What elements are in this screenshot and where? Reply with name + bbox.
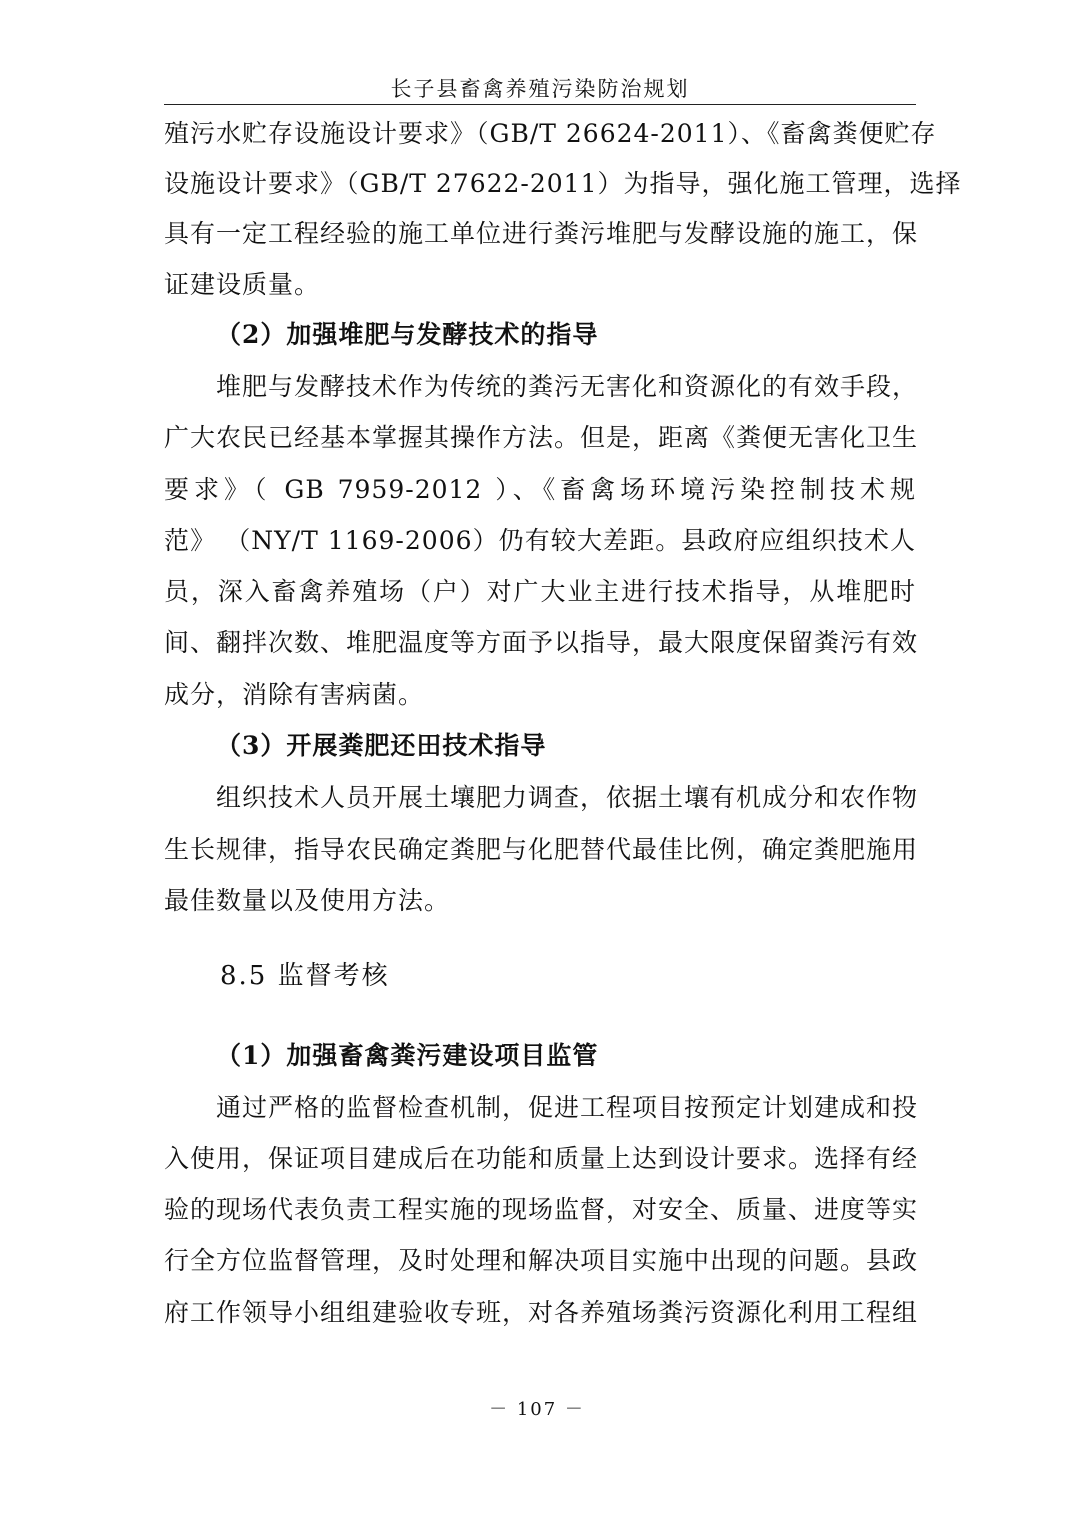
subheading-2: （2）加强堆肥与发酵技术的指导 bbox=[216, 320, 599, 349]
paragraph-4-line-5: 府工作领导小组组建验收专班，对各养殖场粪污资源化利用工程组 bbox=[164, 1298, 919, 1327]
paragraph-2-line-7: 成分，消除有害病菌。 bbox=[164, 680, 425, 709]
paragraph-2-line-5: 员，深入畜禽养殖场（户）对广大业主进行技术指导，从堆肥时 bbox=[164, 577, 916, 606]
paragraph-1-line-2: 设施设计要求》（GB/T 27622-2011）为指导，强化施工管理，选择 bbox=[164, 169, 962, 198]
subheading-1: （1）加强畜禽粪污建设项目监管 bbox=[216, 1041, 599, 1070]
paragraph-4-line-1: 通过严格的监督检查机制，促进工程项目按预定计划建成和投 bbox=[216, 1093, 919, 1122]
paragraph-2-line-3: 要求》（ GB 7959-2012 ）、《畜禽场环境污染控制技术规 bbox=[164, 475, 916, 504]
paragraph-1-line-3: 具有一定工程经验的施工单位进行粪污堆肥与发酵设施的施工，保 bbox=[164, 219, 919, 248]
paragraph-4-line-4: 行全方位监督管理，及时处理和解决项目实施中出现的问题。县政 bbox=[164, 1246, 919, 1275]
paragraph-4-line-2: 入使用，保证项目建成后在功能和质量上达到设计要求。选择有经 bbox=[164, 1144, 919, 1173]
header-divider bbox=[164, 104, 916, 105]
subheading-3: （3）开展粪肥还田技术指导 bbox=[216, 731, 547, 760]
paragraph-2-line-6: 间、翻拌次数、堆肥温度等方面予以指导，最大限度保留粪污有效 bbox=[164, 628, 919, 657]
paragraph-1-line-4: 证建设质量。 bbox=[164, 270, 321, 299]
paragraph-3-line-3: 最佳数量以及使用方法。 bbox=[164, 886, 451, 915]
paragraph-3-line-2: 生长规律，指导农民确定粪肥与化肥替代最佳比例，确定粪肥施用 bbox=[164, 835, 919, 864]
section-heading-8-5: 8.5 监督考核 bbox=[220, 961, 390, 991]
paragraph-2-line-2: 广大农民已经基本掌握其操作方法。但是，距离《粪便无害化卫生 bbox=[164, 423, 919, 452]
paragraph-1-line-1: 殖污水贮存设施设计要求》（GB/T 26624-2011）、《畜禽粪便贮存 bbox=[164, 119, 937, 148]
paragraph-4-line-3: 验的现场代表负责工程实施的现场监督，对安全、质量、进度等实 bbox=[164, 1195, 919, 1224]
paragraph-3-line-1: 组织技术人员开展土壤肥力调查，依据土壤有机成分和农作物 bbox=[216, 783, 919, 812]
page-number: － 107 － bbox=[489, 1399, 585, 1420]
document-header-title: 长子县畜禽养殖污染防治规划 bbox=[390, 77, 690, 101]
paragraph-2-line-4: 范》 （NY/T 1169-2006）仍有较大差距。县政府应组织技术人 bbox=[164, 526, 916, 555]
paragraph-2-line-1: 堆肥与发酵技术作为传统的粪污无害化和资源化的有效手段， bbox=[216, 372, 919, 401]
